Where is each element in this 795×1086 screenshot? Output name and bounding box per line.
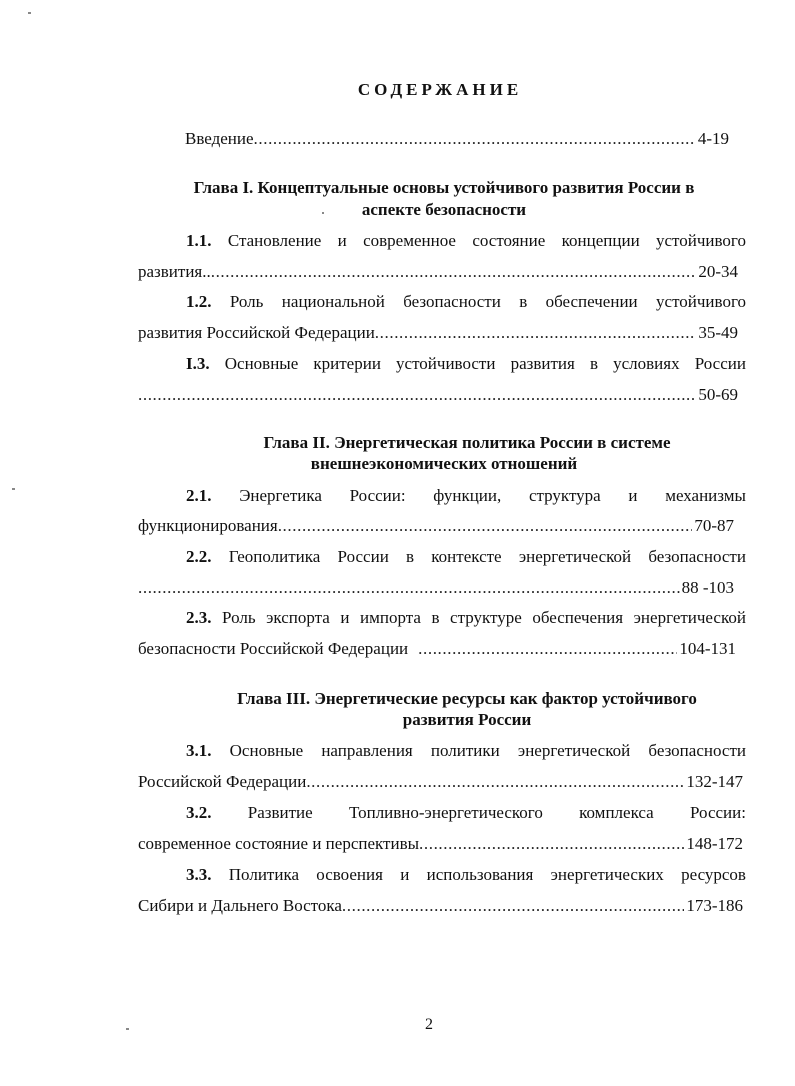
toc-section-2-1-line1: 2.1. Энергетика России: функции, структура и механизмы	[186, 486, 746, 505]
section-pages: 104-131	[679, 639, 736, 658]
toc-section-2-2-line1: 2.2. Геополитика России в контексте энергетической безопасности	[186, 547, 746, 566]
section-pages: 88 -103	[681, 578, 734, 597]
toc-section-2-1-line2: функционирования ..... 70-87	[138, 515, 734, 537]
chapter-3-heading: Глава III. Энергетические ресурсы как фактор устойчивого	[237, 689, 697, 708]
section-number: 1.1.	[186, 231, 212, 250]
scan-speck	[28, 12, 31, 14]
toc-section-3-3-line2: Сибири и Дальнего Востока ..... 173-186	[138, 895, 743, 917]
section-pages: 70-87	[694, 516, 734, 535]
section-pages: 148-172	[686, 834, 743, 853]
section-pages: 35-49	[698, 323, 738, 342]
section-pages: 20-34	[698, 262, 738, 281]
section-number: I.3.	[186, 354, 210, 373]
toc-section-2-2-line2	[138, 577, 734, 599]
toc-section-3-1-line1: 3.1. Основные направления политики энергетической безопасности	[186, 741, 746, 760]
toc-intro-pages: 4-19	[697, 129, 729, 148]
section-pages: 132-147	[686, 772, 743, 791]
toc-section-1-3-line1: I.3. Основные критерии устойчивости развития в условиях России	[186, 354, 746, 373]
section-number: 3.1.	[186, 741, 212, 760]
section-number: 3.3.	[186, 865, 212, 884]
toc-intro	[185, 128, 729, 150]
toc-section-1-1-line1: 1.1. Становление и современное состояние концепции устойчивого	[186, 231, 746, 250]
scan-speck	[12, 488, 15, 490]
dot-leader	[342, 895, 684, 917]
toc-section-1-2-line1: 1.2. Роль национальной безопасности в обеспечении устойчивого	[186, 292, 746, 311]
dot-leader	[419, 833, 684, 855]
dot-leader	[254, 128, 696, 150]
dot-leader	[375, 322, 697, 344]
dot-leader	[418, 638, 677, 660]
dot-leader	[138, 577, 680, 599]
section-pages: 173-186	[686, 896, 743, 915]
section-number: 1.2.	[186, 292, 212, 311]
toc-intro-label: Введение	[185, 129, 254, 148]
chapter-2-heading-cont: внешнеэкономических отношений	[310, 454, 578, 473]
chapter-1-heading: Глава I. Концептуальные основы устойчивого развития России в	[193, 178, 695, 197]
dot-leader	[278, 515, 693, 537]
toc-section-3-1-line2: Российской Федерации ..... 132-147	[138, 771, 743, 793]
toc-section-1-2-line2: развития Российской Федерации ..... 35-49	[138, 322, 738, 344]
section-number: 3.2.	[186, 803, 212, 822]
section-number: 2.1.	[186, 486, 212, 505]
toc-section-2-3-line2: безопасности Российской Федерации ..... 104-131	[138, 638, 736, 660]
dot-leader	[138, 384, 696, 406]
dot-leader	[306, 771, 684, 793]
chapter-3-heading-cont: развития России	[402, 710, 532, 729]
chapter-1-heading-cont: аспекте безопасности	[361, 200, 527, 219]
page-title: СОДЕРЖАНИЕ	[357, 80, 523, 99]
scan-speck	[126, 1028, 129, 1030]
page-number: 2	[425, 1016, 433, 1033]
section-number: 2.3.	[186, 608, 212, 627]
section-number: 2.2.	[186, 547, 212, 566]
toc-section-1-1-line2: развития.. ..... 20-34	[138, 261, 738, 283]
section-pages: 50-69	[698, 385, 738, 404]
dot-leader	[211, 261, 697, 283]
chapter-2-heading: Глава II. Энергетическая политика России в системе	[263, 433, 671, 452]
toc-section-3-2-line1: 3.2. Развитие Топливно-энергетического комплекса России:	[186, 803, 746, 822]
toc-section-3-3-line1: 3.3. Политика освоения и использования энергетических ресурсов	[186, 865, 746, 884]
toc-section-3-2-line2: современное состояние и перспективы ..... 148-172	[138, 833, 743, 855]
toc-section-1-3-line2	[138, 384, 738, 406]
toc-section-2-3-line1: 2.3. Роль экспорта и импорта в структуре обеспечения энергетической	[186, 608, 746, 627]
